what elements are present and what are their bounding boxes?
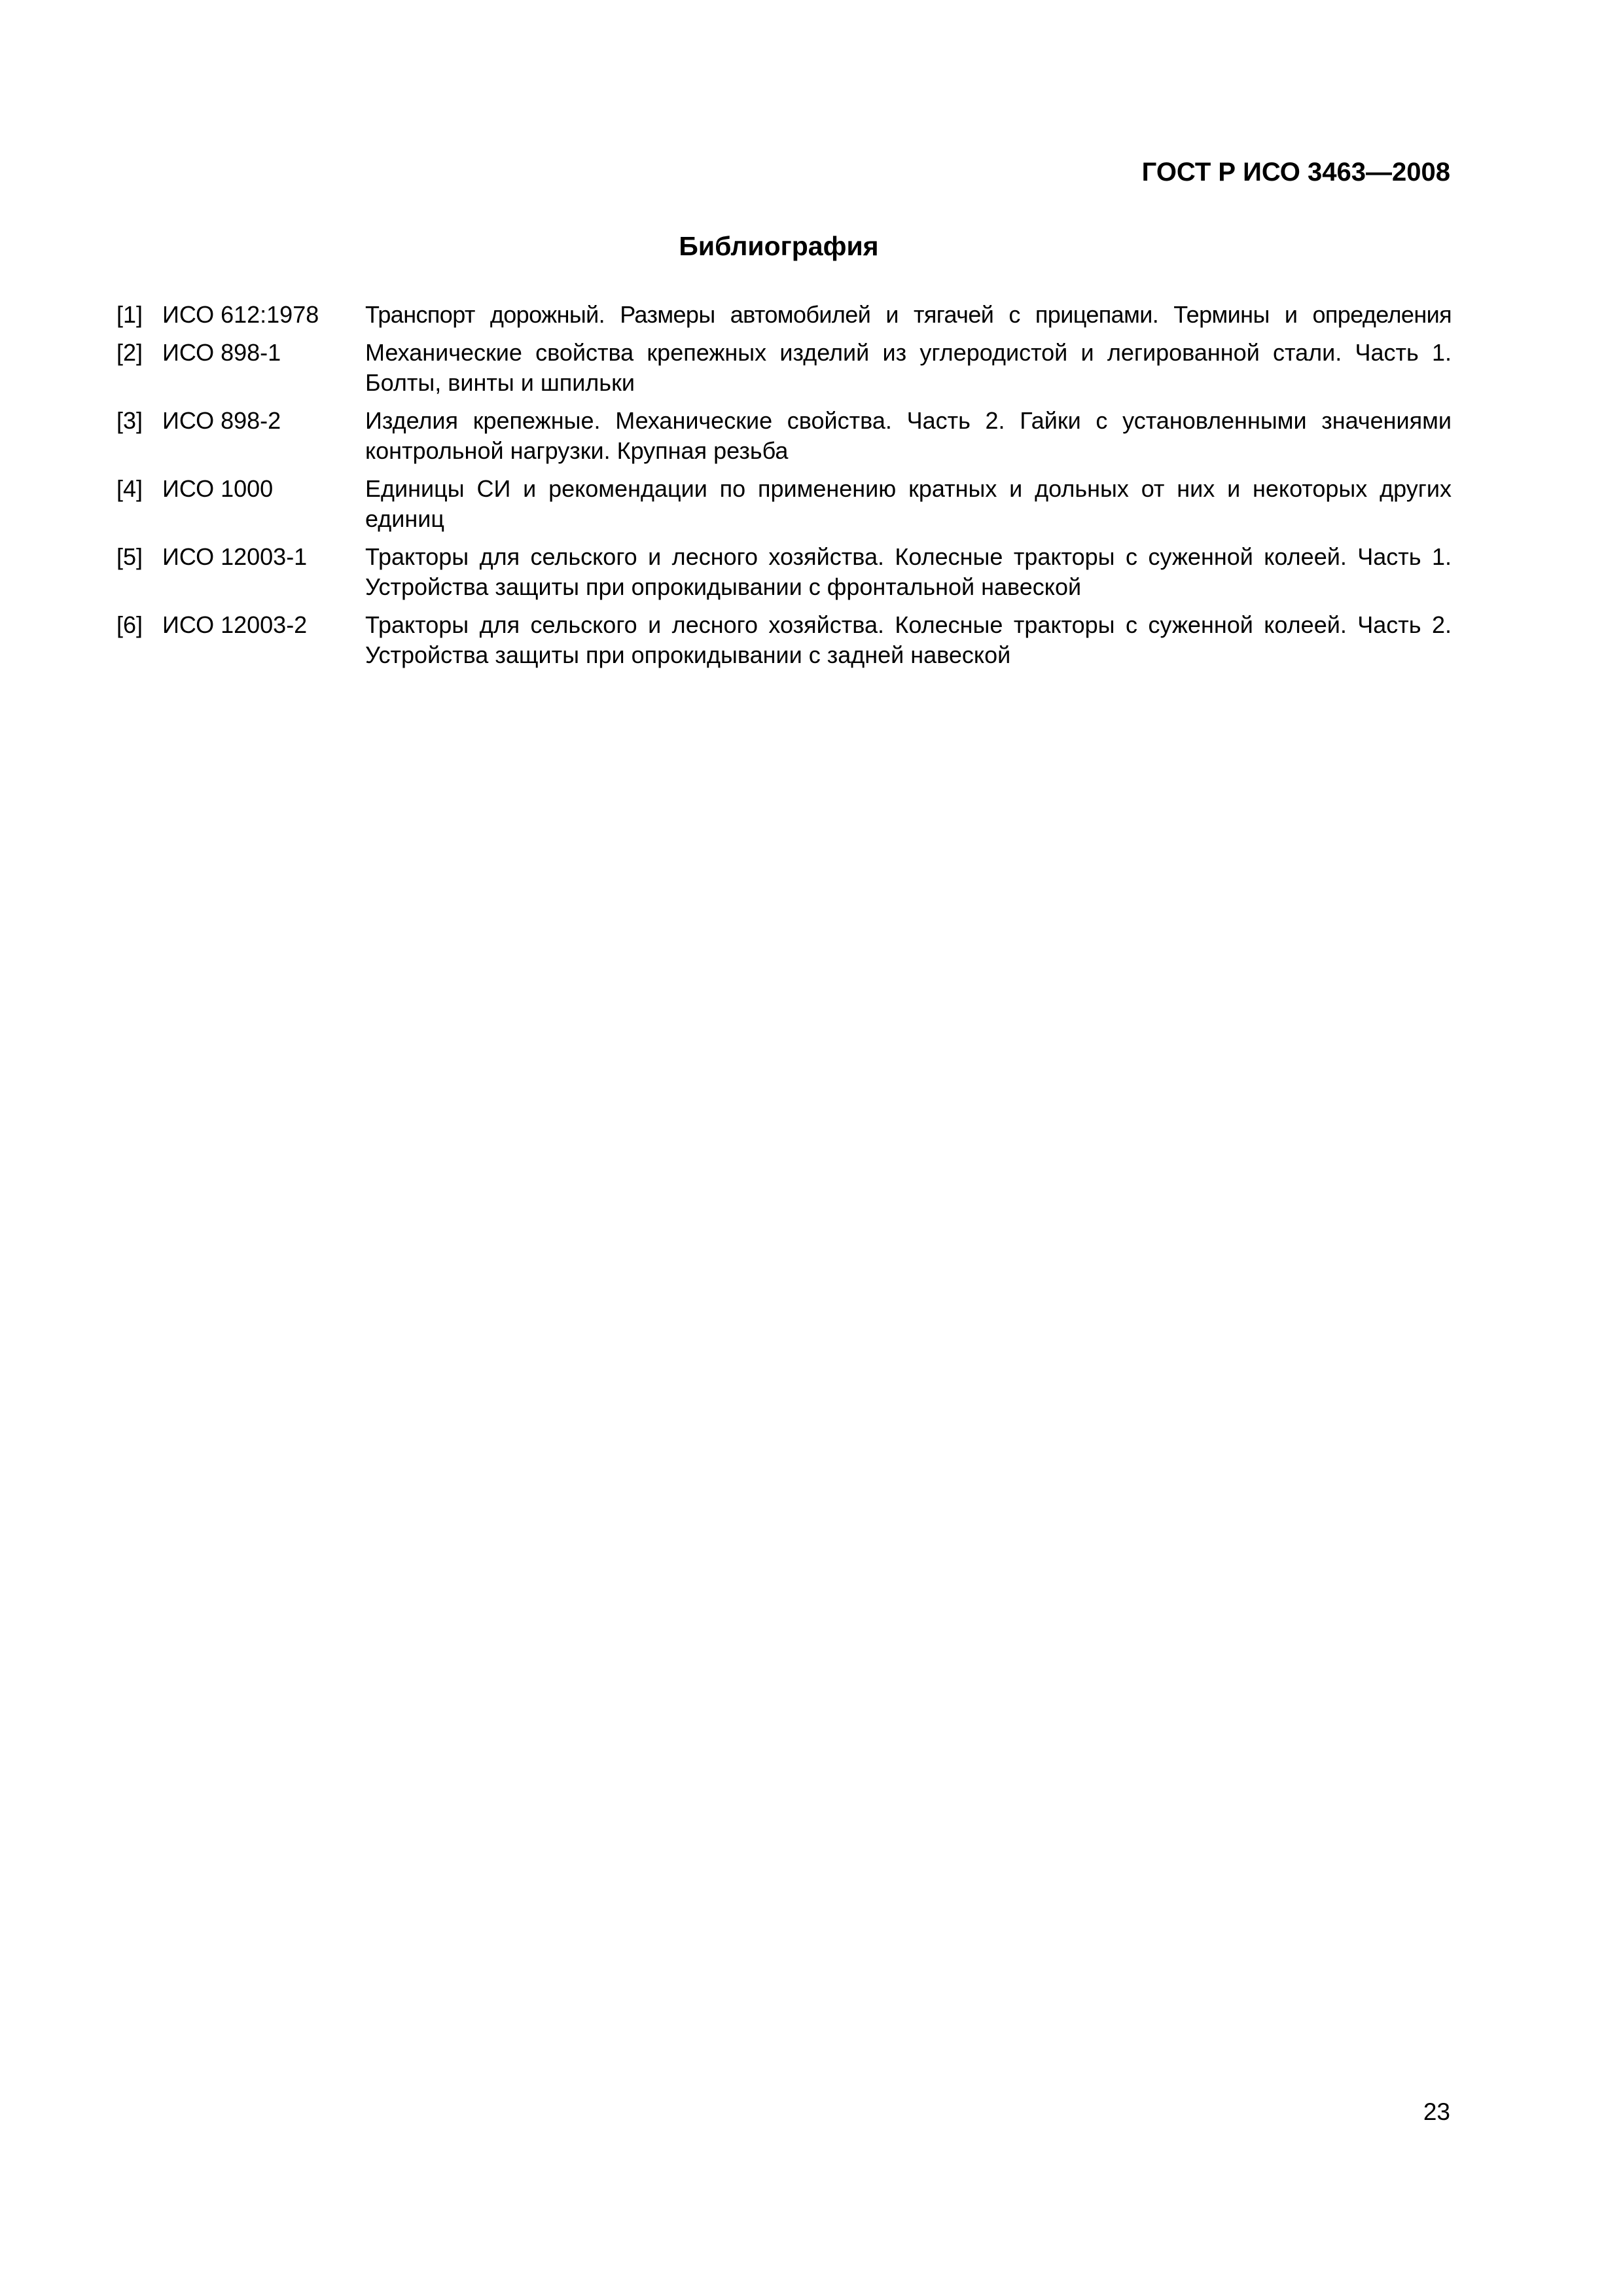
entry-reference: ИСО 1000 [162, 475, 274, 502]
bibliography-entry-3 [116, 406, 1452, 466]
entry-title: Механические свойства крепежных изделий из углеродистой и легированной стали. Часть 1. Болты, винты и шпильки [365, 339, 1452, 396]
entry-title: Тракторы для сельского и лесного хозяйства. Колесные тракторы с суженной колеей. Часть 1. Устройства защиты при опрокидывании с фронтальной навеской [365, 543, 1452, 600]
entry-reference: ИСО 12003-1 [162, 543, 308, 570]
entry-number: [1] [116, 301, 143, 328]
entry-reference: ИСО 12003-2 [162, 611, 308, 638]
bibliography-list [116, 300, 1452, 678]
entry-reference: ИСО 898-1 [162, 339, 281, 366]
page-number: 23 [1423, 2098, 1450, 2125]
entry-number: [5] [116, 543, 143, 570]
entry-number: [4] [116, 475, 143, 502]
bibliography-entry-1 [116, 300, 1452, 330]
bibliography-entry-2 [116, 338, 1452, 398]
bibliography-entry-4 [116, 474, 1452, 534]
entry-number: [3] [116, 407, 143, 434]
entry-reference: ИСО 612:1978 [162, 301, 319, 328]
bibliography-entry-6 [116, 610, 1452, 670]
bibliography-title [0, 233, 1558, 260]
entry-title: Транспорт дорожный. Размеры автомобилей и тягачей с прицепами. Термины и определения [365, 301, 1452, 328]
entry-number: [6] [116, 611, 143, 638]
entry-reference: ИСО 898-2 [162, 407, 281, 434]
bibliography-entry-5 [116, 542, 1452, 602]
bibliography-title-text: Библиография [679, 231, 879, 261]
entry-number: [2] [116, 339, 143, 366]
entry-title: Единицы СИ и рекомендации по применению кратных и дольных от них и некоторых других единиц [365, 475, 1452, 532]
standard-code-header: ГОСТ Р ИСО 3463—2008 [1141, 158, 1450, 187]
entry-title: Изделия крепежные. Механические свойства. Часть 2. Гайки с установленными значениями контрольной нагрузки. Крупная резьба [365, 407, 1452, 464]
entry-title: Тракторы для сельского и лесного хозяйства. Колесные тракторы с суженной колеей. Часть 2. Устройства защиты при опрокидывании с задней навеской [365, 611, 1452, 668]
